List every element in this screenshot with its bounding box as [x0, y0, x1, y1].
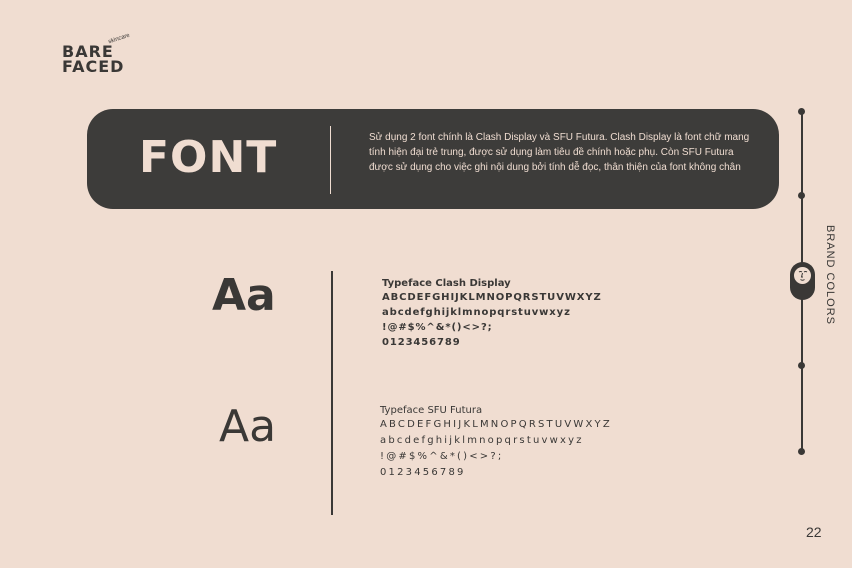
typeface-name: Typeface SFU Futura: [380, 405, 483, 416]
nav-dot[interactable]: [798, 192, 805, 199]
typeface-specimen-clash: [382, 277, 602, 350]
page-number: 22: [806, 524, 822, 540]
symbols-specimen: !@#$%^&*()<>?;: [380, 451, 504, 462]
typeface-sample-futura: Aa: [219, 401, 277, 452]
uppercase-specimen: ABCDEFGHIJKLMNOPQRSTUVWXYZ: [380, 419, 612, 430]
digits-specimen: 0123456789: [382, 337, 461, 348]
vertical-divider: [331, 271, 333, 515]
symbols-specimen: !@#$%^&*()<>?;: [382, 322, 493, 333]
nav-dot[interactable]: [798, 362, 805, 369]
lowercase-specimen: abcdefghijklmnopqrstuvwxyz: [382, 307, 571, 318]
section-description: Sử dụng 2 font chính là Clash Display và SFU Futura. Clash Display là font chữ mang tính hiện đại trẻ trung, được sử dụng làm tiêu đề chính hoặc phụ. Còn SFU Futura được sử dụng cho việc ghi nội dung bởi tính dễ đọc, thân thiện của font không chân: [369, 132, 750, 173]
logo-line-1: BARE: [62, 42, 114, 61]
logo-tagline: skincare: [107, 32, 131, 46]
digits-specimen: 0123456789: [380, 467, 466, 478]
typeface-sample-clash: Aa: [212, 270, 276, 321]
font-banner: [87, 109, 779, 209]
section-title: FONT: [139, 132, 278, 183]
uppercase-specimen: ABCDEFGHIJKLMNOPQRSTUVWXYZ: [382, 292, 602, 303]
side-nav-active-item[interactable]: [790, 262, 815, 300]
typeface-name: Typeface Clash Display: [382, 278, 511, 289]
banner-divider: [330, 126, 331, 194]
brand-logo: [62, 32, 144, 76]
nav-dot[interactable]: [798, 448, 805, 455]
lowercase-specimen: abcdefghijklmnopqrstuvwxyz: [380, 435, 584, 446]
logo-line-2: FACED: [62, 57, 125, 76]
nav-dot[interactable]: [798, 108, 805, 115]
face-icon: [794, 267, 811, 284]
side-nav-label[interactable]: BRAND COLORS: [824, 225, 836, 326]
typeface-specimen-futura: [380, 404, 612, 481]
